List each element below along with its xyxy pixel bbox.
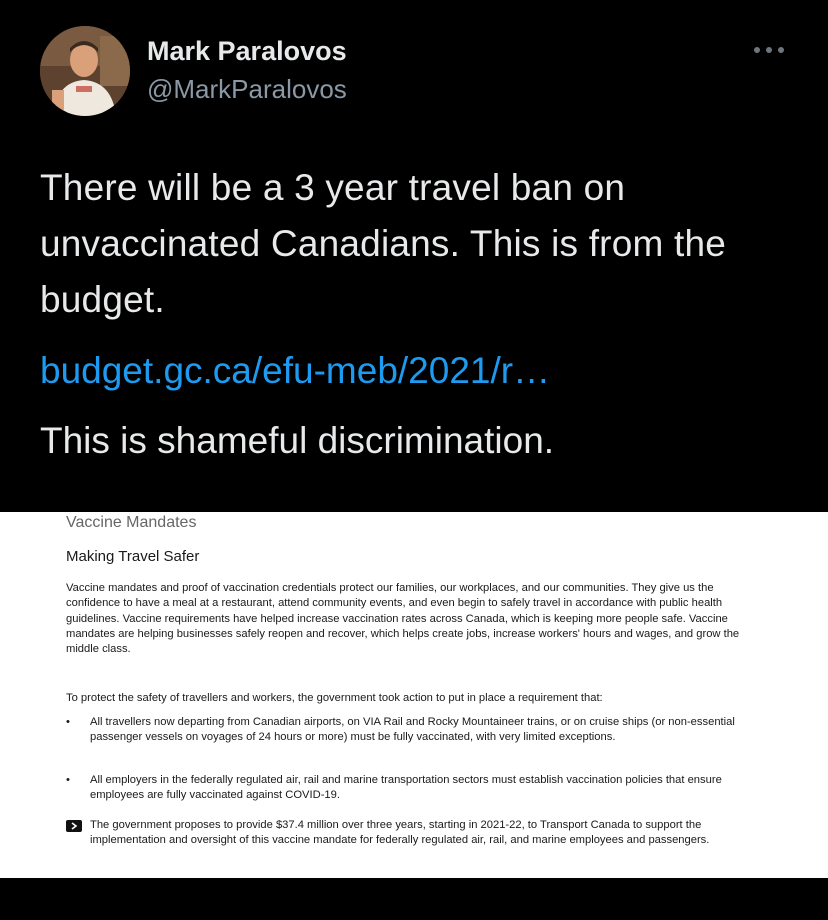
more-horizontal-icon[interactable] <box>752 42 786 58</box>
tweet-text-continued: This is shameful discrimination. <box>40 420 555 461</box>
attached-document-image[interactable] <box>0 512 828 878</box>
arrow-right-icon <box>66 820 82 832</box>
callout-text: The government proposes to provide $37.4 million over three years, starting in 2021-22, to Transport Canada to support the implementation and oversight of this vaccine mandate for federally regulated air, rail, and marine employees and passengers. <box>90 819 710 847</box>
bullet-marker: • <box>66 716 70 728</box>
document-paragraph: Vaccine mandates and proof of vaccination credentials protect our families, our workplaces, and our communities. They give us the confidence to have a meal at a restaurant, attend community events, and even begin to safely travel in accordance with public health guidelines. Vaccine requirements have helped increase vaccination rates across Canada, which is keeping more people safe. Vaccine mandates are helping businesses safely reopen and recover, which helps create jobs, increase workers' hours and wages, and grow the middle class. <box>66 582 740 656</box>
document-heading: Vaccine Mandates <box>66 514 197 531</box>
avatar[interactable] <box>40 26 130 116</box>
document-subheading: Making Travel Safer <box>66 548 200 565</box>
author-handle[interactable]: @MarkParalovos <box>147 74 347 104</box>
tweet-text: There will be a 3 year travel ban on unvaccinated Canadians. This is from the budget. <box>40 167 727 320</box>
bullet-text: All travellers now departing from Canadian airports, on VIA Rail and Rocky Mountaineer trains, or on cruise ships (or non-essential passenger vessels on voyages of 24 hours or more) must be fully vaccinated, with very limited exceptions. <box>90 716 735 744</box>
bullet-marker: • <box>66 774 70 786</box>
author-name[interactable]: Mark Paralovos <box>147 36 347 66</box>
bullet-text: All employers in the federally regulated air, rail and marine transportation sectors must establish vaccination policies that ensure employees are fully vaccinated against COVID-19. <box>90 774 722 802</box>
tweet-link[interactable]: budget.gc.ca/efu-meb/2021/r… <box>40 350 551 391</box>
avatar-photo <box>40 26 130 116</box>
document-paragraph: To protect the safety of travellers and workers, the government took action to put in place a requirement that: <box>66 692 603 704</box>
